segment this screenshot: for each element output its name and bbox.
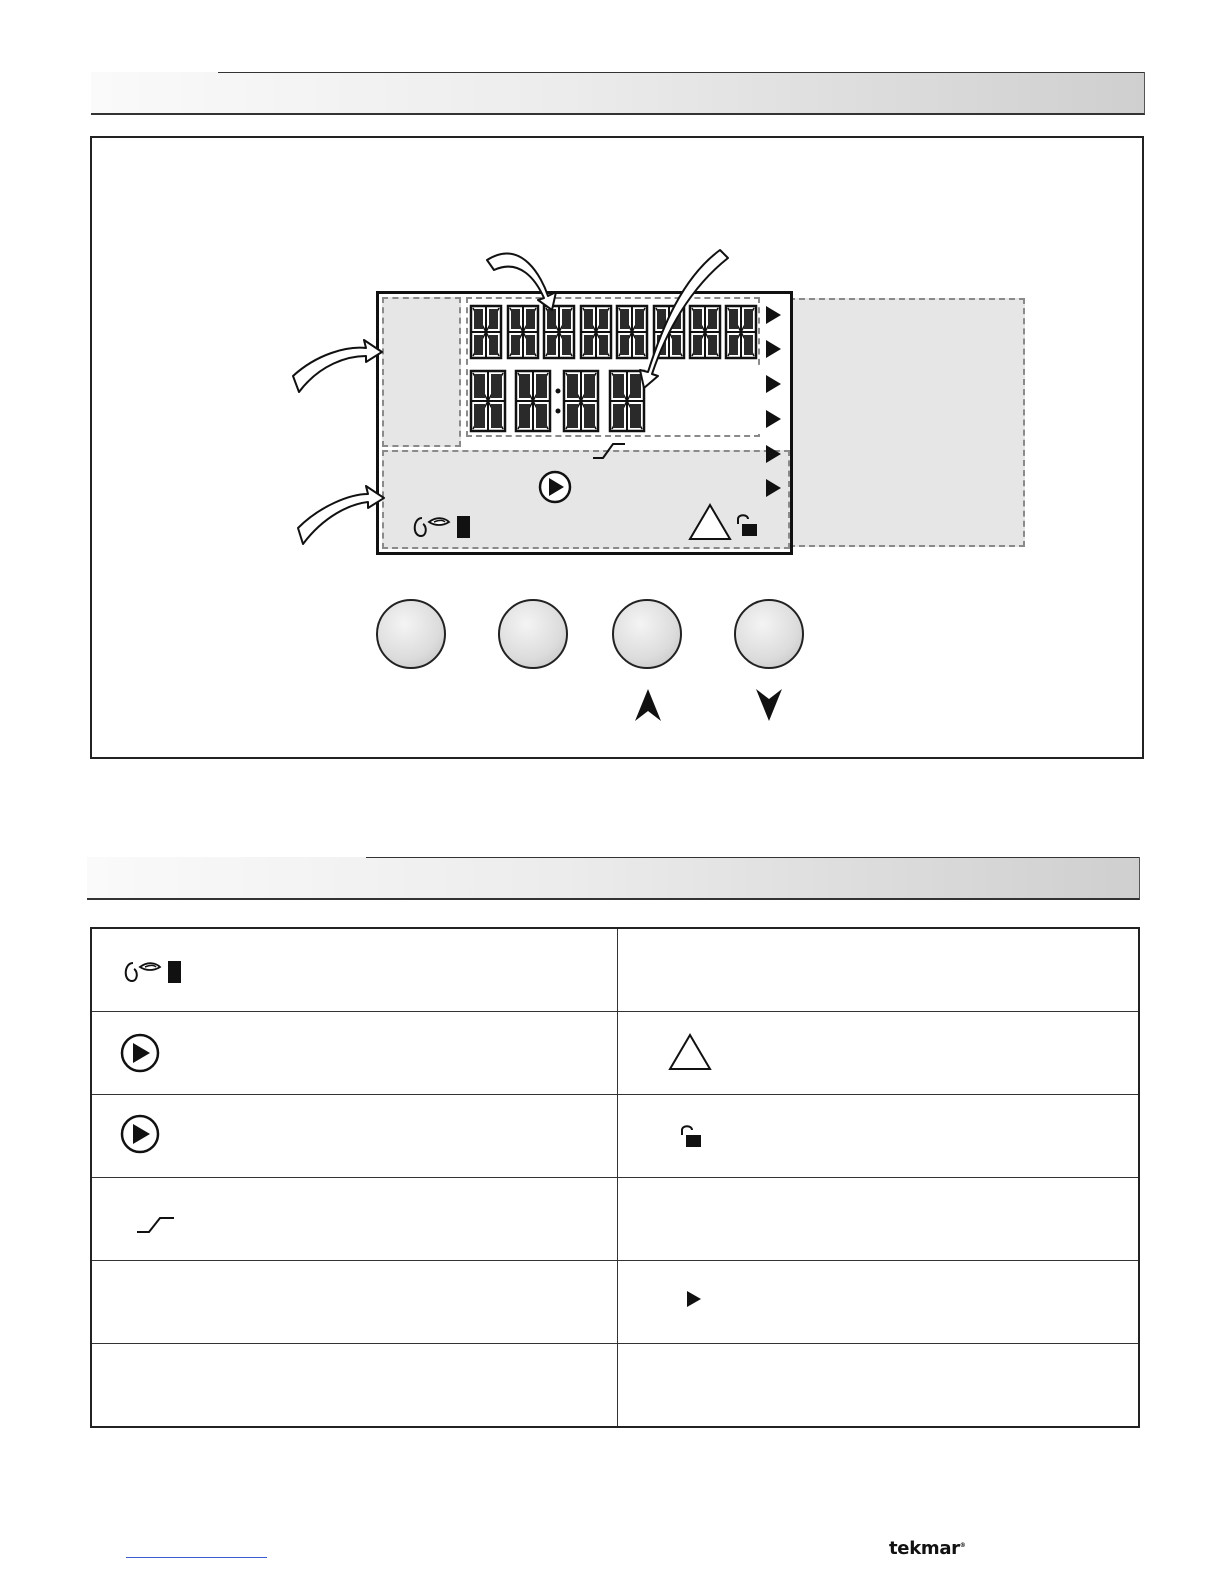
table-cell: [617, 1178, 1138, 1260]
symbol-legend-table: [90, 927, 1140, 1428]
callout-arrows: [92, 138, 1142, 758]
table-row: [92, 1178, 1138, 1261]
down-arrow-icon: [754, 687, 784, 723]
unlock-icon: [679, 1123, 705, 1151]
table-row: [92, 1012, 1138, 1095]
table-cell: [617, 1012, 1138, 1094]
button-down[interactable]: [734, 599, 804, 669]
button-1[interactable]: [376, 599, 446, 669]
table-row: [92, 1095, 1138, 1178]
button-2[interactable]: [498, 599, 568, 669]
up-arrow-icon: [633, 687, 663, 723]
table-row: [92, 929, 1138, 1012]
table-cell: [617, 1344, 1138, 1426]
brand-logo: [889, 1538, 965, 1559]
table-cell: [92, 1344, 617, 1426]
table-cell: [92, 1095, 617, 1177]
table-cell: [617, 929, 1138, 1011]
burner-icon: [120, 957, 190, 987]
table-cell: [617, 1261, 1138, 1343]
section-header-bar-top: [91, 72, 1145, 115]
brand-logo-mark: ®: [959, 1542, 966, 1549]
table-cell: [617, 1095, 1138, 1177]
pump-icon: [119, 1032, 161, 1074]
table-row: [92, 1344, 1138, 1426]
warning-icon: [667, 1032, 713, 1072]
table-cell: [92, 1178, 617, 1260]
ramp-icon: [134, 1210, 178, 1236]
display-diagram-frame: [90, 136, 1144, 759]
pointer-arrow-icon: [687, 1291, 701, 1307]
table-cell: [92, 1012, 617, 1094]
table-cell: [92, 1261, 617, 1343]
pump-icon: [119, 1113, 161, 1155]
footer-link-underline[interactable]: [126, 1557, 267, 1558]
button-up[interactable]: [612, 599, 682, 669]
table-cell: [92, 929, 617, 1011]
brand-logo-text: tekmar: [889, 1538, 960, 1559]
section-header-bar-bottom: [87, 857, 1140, 900]
table-row: [92, 1261, 1138, 1344]
